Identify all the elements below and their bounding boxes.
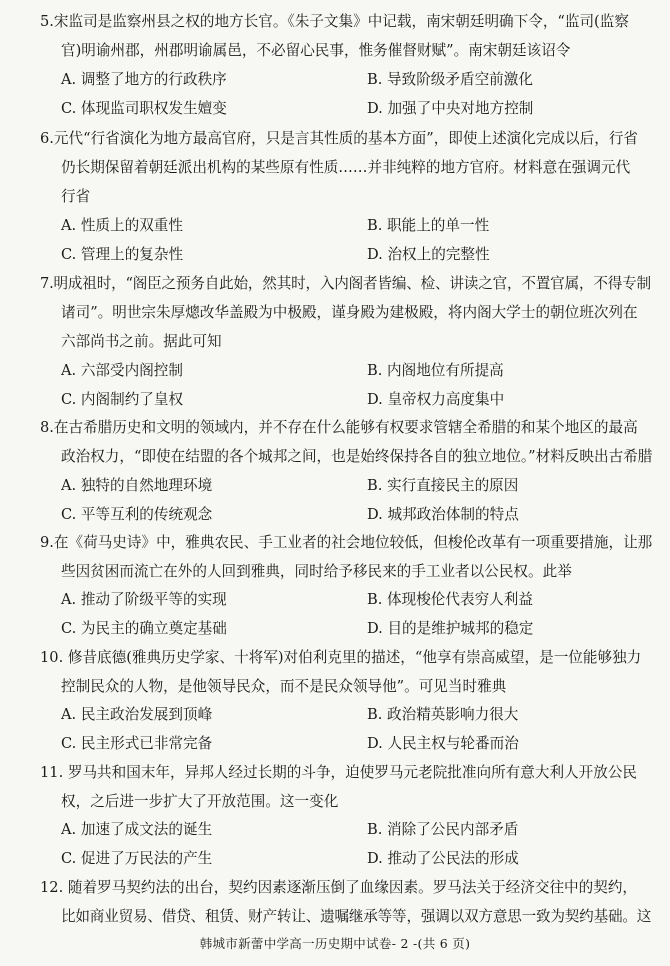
option-b[interactable]: B. 政治精英影响力很大	[367, 706, 519, 723]
option-c[interactable]: C. 管理上的复杂性	[61, 246, 184, 263]
option-b[interactable]: B. 导致阶级矛盾空前激化	[367, 71, 533, 88]
option-c[interactable]: C. 民主形式已非常完备	[61, 735, 213, 752]
option-c[interactable]: C. 内阁制约了皇权	[61, 391, 184, 408]
question-stem	[40, 758, 652, 816]
option-d[interactable]: D. 治权上的完整性	[367, 246, 490, 263]
question-stem	[40, 643, 652, 701]
question-stem	[40, 528, 652, 586]
option-b[interactable]: B. 实行直接民主的原因	[367, 477, 519, 494]
stem-line: 7.明成祖时，“阁臣之预务自此始，然其时，入内阁者皆编、检、讲读之官，不置官属，不得专制	[40, 275, 651, 292]
stem-line: 仍长期保留着朝廷派出机构的某些原有性质……并非纯粹的地方官府。材料意在强调元代	[61, 159, 631, 176]
options	[61, 65, 651, 123]
stem-line: 10. 修昔底德(雅典历史学家、十将军)对伯利克里的描述，“他享有崇高威望，是一位能够独力	[40, 649, 642, 666]
stem-line: 11. 罗马共和国末年，异邦人经过长期的斗争，迫使罗马元老院批准向所有意大利人开放公民	[40, 764, 638, 781]
option-b[interactable]: B. 内阁地位有所提高	[367, 362, 504, 379]
options	[61, 356, 651, 414]
option-d[interactable]: D. 城邦政治体制的特点	[367, 506, 519, 523]
option-c[interactable]: C. 体现监司职权发生嬗变	[61, 100, 227, 117]
option-b[interactable]: B. 职能上的单一性	[367, 217, 490, 234]
stem-line: 8.在古希腊历史和文明的领域内，并不存在什么能够有权要求管辖全希腊的和某个地区的最高	[40, 419, 638, 436]
options	[61, 471, 651, 529]
option-d[interactable]: D. 加强了中央对地方控制	[367, 100, 534, 117]
stem-line: 比如商业贸易、借贷、租赁、财产转让、遗嘱继承等等，强调以双方意思一致为契约基础。这	[61, 908, 652, 925]
stem-line: 行省	[61, 188, 91, 205]
option-b[interactable]: B. 体现梭伦代表穷人利益	[367, 591, 533, 608]
option-a[interactable]: A. 调整了地方的行政秩序	[61, 71, 227, 88]
options	[61, 700, 651, 758]
option-a[interactable]: A. 独特的自然地理环境	[61, 477, 213, 494]
question-stem	[40, 124, 652, 211]
option-a[interactable]: A. 六部受内阁控制	[61, 362, 183, 379]
stem-line: 6.元代“行省演化为地方最高官府，只是言其性质的基本方面”，即使上述演化完成以后，行省	[40, 130, 639, 147]
option-d[interactable]: D. 目的是维护城邦的稳定	[367, 620, 534, 637]
option-d[interactable]: D. 推动了公民法的形成	[367, 850, 519, 867]
question-stem	[40, 269, 652, 356]
option-d[interactable]: D. 人民主权与轮番而治	[367, 735, 519, 752]
stem-line: 权，之后进一步扩大了开放范围。这一变化	[61, 793, 339, 810]
option-c[interactable]: C. 促进了万民法的产生	[61, 850, 213, 867]
option-c[interactable]: C. 为民主的确立奠定基础	[61, 620, 227, 637]
stem-line: 9.在《荷马史诗》中，雅典农民、手工业者的社会地位较低，但梭伦改革有一项重要措施，让那	[40, 534, 653, 551]
stem-line: 5.宋监司是监察州县之权的地方长官。《朱子文集》中记载，南宋朝廷明确下令，“监司(监察	[40, 13, 629, 30]
question-stem	[40, 413, 652, 471]
options	[61, 211, 651, 269]
option-d[interactable]: D. 皇帝权力高度集中	[367, 391, 505, 408]
option-a[interactable]: A. 推动了阶级平等的实现	[61, 591, 227, 608]
question-stem	[40, 873, 652, 931]
option-a[interactable]: A. 民主政治发展到顶峰	[61, 706, 213, 723]
page-footer: 韩城市新蕾中学高一历史期中试卷- 2 -(共 6 页)	[199, 936, 471, 951]
option-c[interactable]: C. 平等互利的传统观念	[61, 506, 213, 523]
stem-line: 些因贫困而流亡在外的人回到雅典，同时给予移民来的手工业者以公民权。此举	[61, 563, 572, 580]
option-b[interactable]: B. 消除了公民内部矛盾	[367, 821, 519, 838]
options	[61, 585, 651, 643]
question-stem	[40, 7, 652, 65]
stem-line: 12. 随着罗马契约法的出台，契约因素逐渐压倒了血缘因素。罗马法关于经济交往中的契约，	[40, 879, 638, 896]
stem-line: 官)明谕州郡，州郡明谕属邑，不必留心民事，惟务催督财赋”。南宋朝廷该诏令	[61, 42, 571, 59]
option-a[interactable]: A. 性质上的双重性	[61, 217, 183, 234]
stem-line: 诸司”。明世宗朱厚熜改华盖殿为中极殿，谨身殿为建极殿，将内阁大学士的朝位班次列在	[61, 304, 638, 321]
stem-line: 政治权力，“即使在结盟的各个城邦之间，也是始终保持各自的独立地位。”材料反映出古希腊	[61, 448, 653, 465]
stem-line: 控制民众的人物，是他领导民众，而不是民众领导他”。可见当时雅典	[61, 678, 507, 695]
stem-line: 六部尚书之前。据此可知	[61, 333, 222, 350]
option-a[interactable]: A. 加速了成文法的诞生	[61, 821, 213, 838]
options	[61, 815, 651, 873]
